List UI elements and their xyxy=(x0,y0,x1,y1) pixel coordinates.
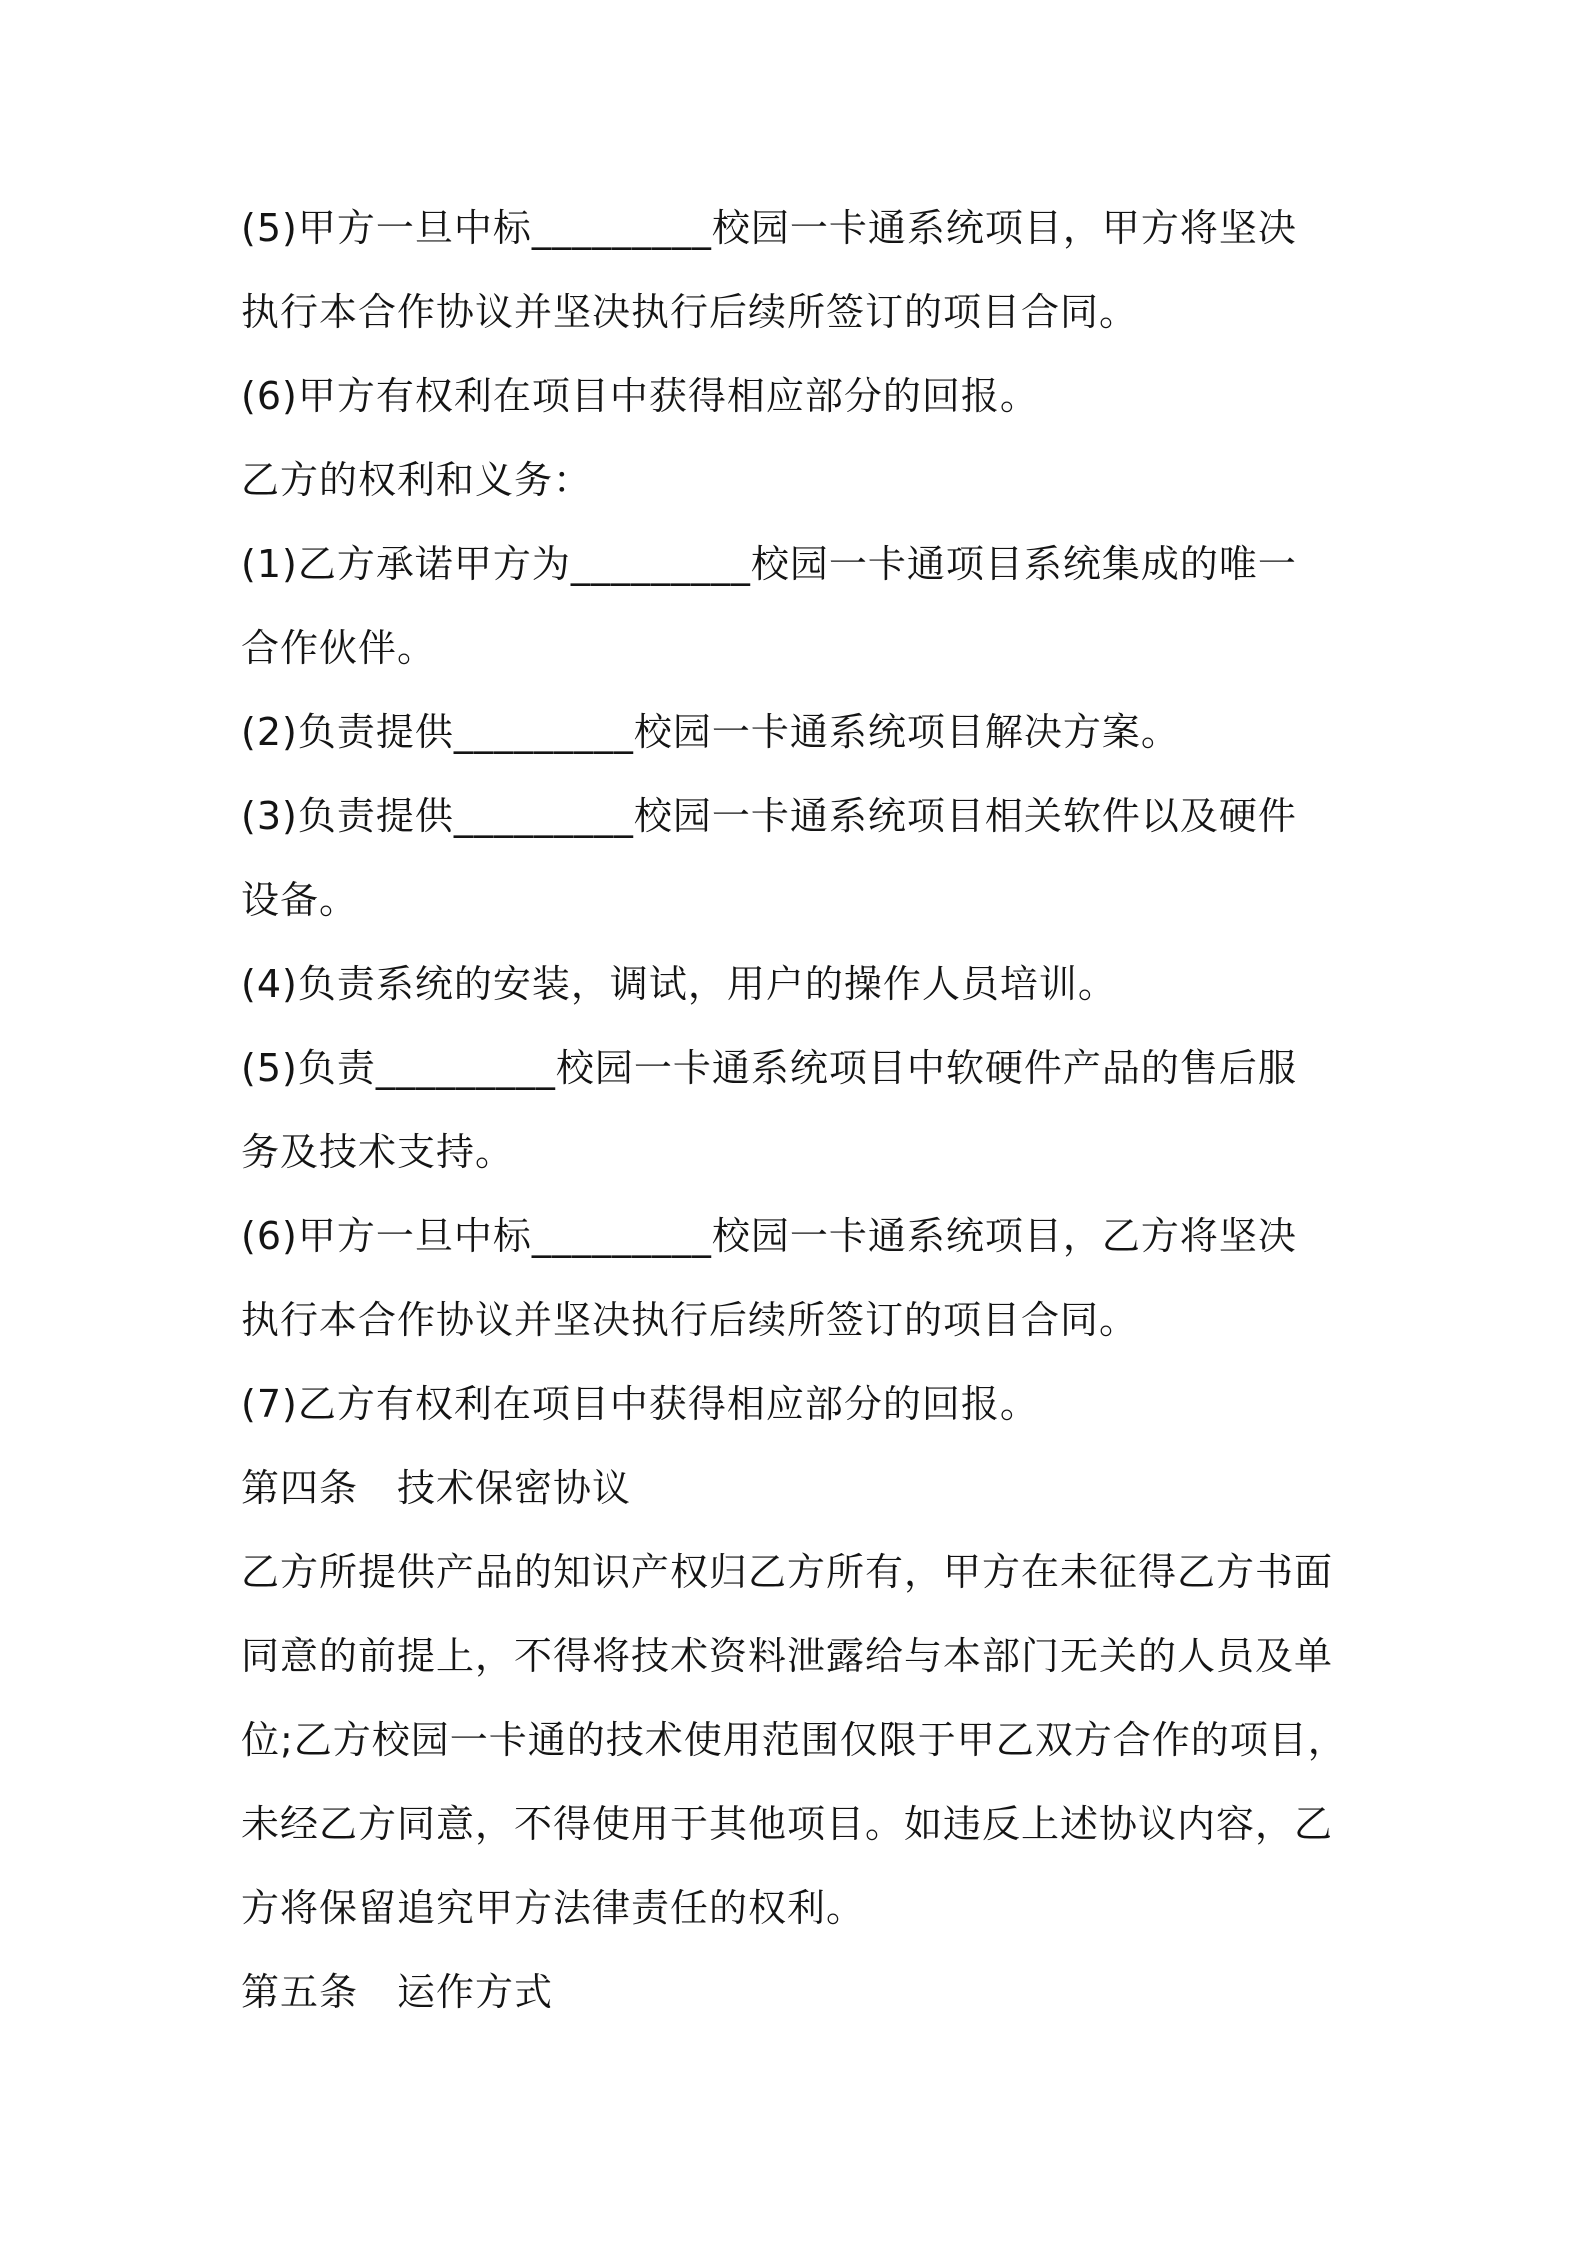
clause-party-a-item-5: (5)甲方一旦中标_________校园一卡通系统项目，甲方将坚决 执行本合作协议并坚决执行后续所签订的项目合同。 xyxy=(241,206,1297,334)
clause-party-b-item-3: (3)负责提供_________校园一卡通系统项目相关软件以及硬件 设备。 xyxy=(241,794,1297,922)
article-5-heading: 第五条 运作方式 xyxy=(241,1970,554,2014)
clause-party-b-item-6: (6)甲方一旦中标_________校园一卡通系统项目，乙方将坚决 执行本合作协议并坚决执行后续所签订的项目合同。 xyxy=(241,1214,1297,1342)
clause-party-b-item-4: (4)负责系统的安装，调试，用户的操作人员培训。 xyxy=(241,962,1117,1006)
clause-party-b-item-1: (1)乙方承诺甲方为_________校园一卡通项目系统集成的唯一 合作伙伴。 xyxy=(241,542,1297,670)
party-b-rights-heading: 乙方的权利和义务： xyxy=(241,458,593,502)
clause-party-a-item-6: (6)甲方有权利在项目中获得相应部分的回报。 xyxy=(241,374,1039,418)
clause-party-b-item-2: (2)负责提供_________校园一卡通系统项目解决方案。 xyxy=(241,710,1180,754)
clause-party-b-item-7: (7)乙方有权利在项目中获得相应部分的回报。 xyxy=(241,1382,1039,1426)
article-4-body: 乙方所提供产品的知识产权归乙方所有，甲方在未征得乙方书面 同意的前提上，不得将技术资料泄露给与本部门无关的人员及单 位;乙方校园一卡通的技术使用范围仅限于甲乙双方合作的项目， 未经乙方同意，不得使用于其他项目。如违反上述协议内容，乙 方将保留追究甲方法律责任的权利。 xyxy=(241,1550,1347,1930)
clause-party-b-item-5: (5)负责_________校园一卡通系统项目中软硬件产品的售后服 务及技术支持。 xyxy=(241,1046,1297,1174)
article-4-heading: 第四条 技术保密协议 xyxy=(241,1466,632,1510)
